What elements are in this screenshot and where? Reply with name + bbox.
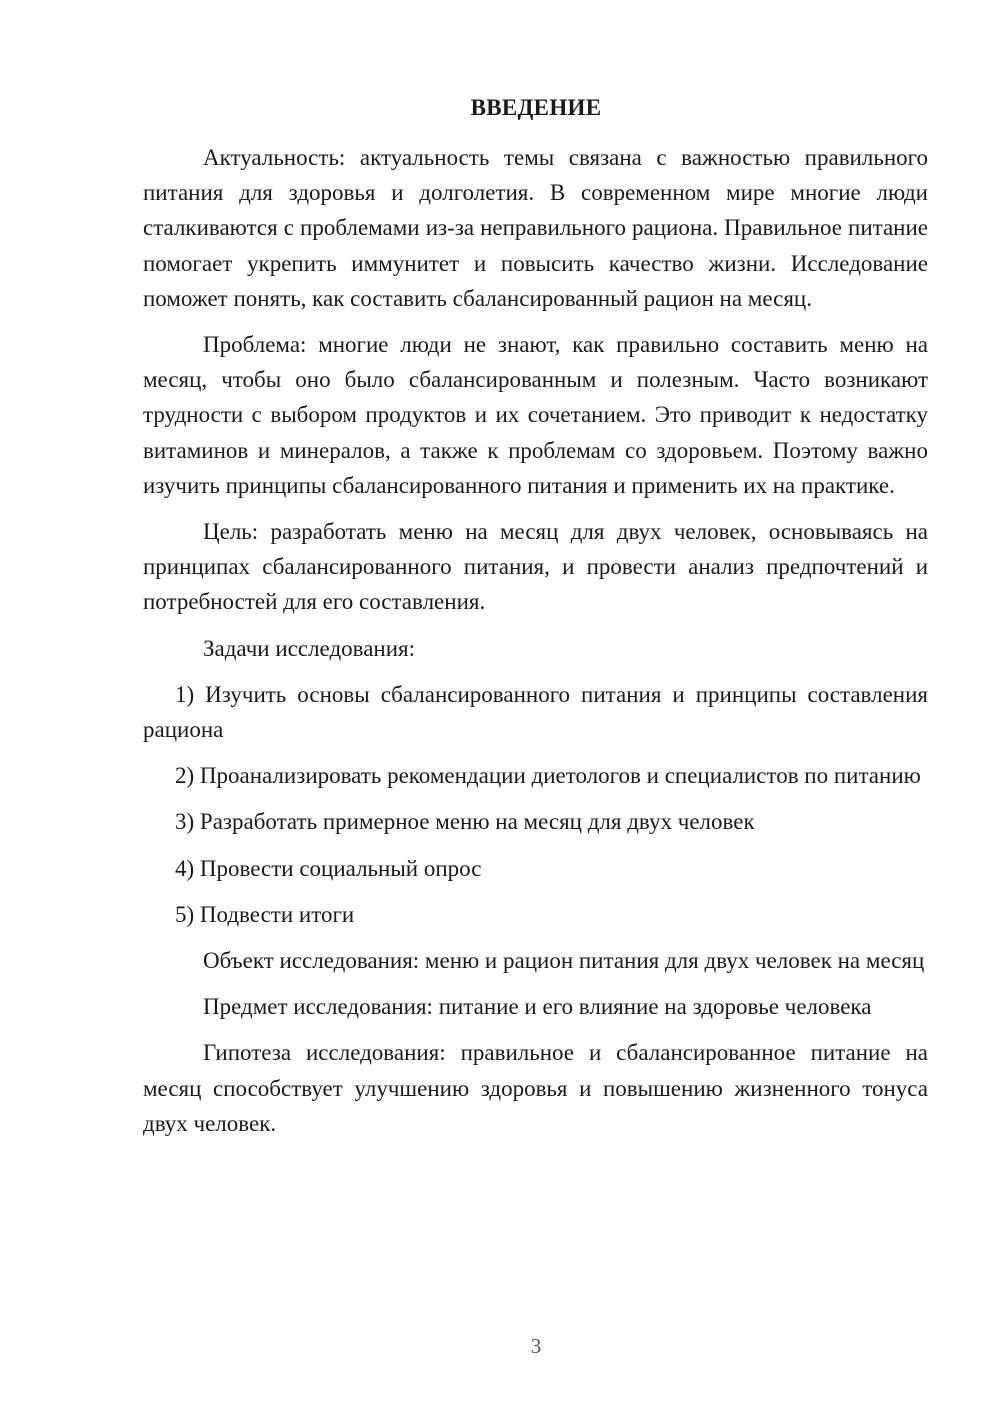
task-item: 5) Подвести итоги	[175, 901, 355, 927]
task-item: 1) Изучить основы сбалансированного питания и принципы составления рациона	[143, 681, 928, 743]
hypothesis-paragraph: Гипотеза исследования: правильное и сбалансированное питание на месяц способствует улучшению здоровья и повышению жизненного тонуса двух человек.	[143, 1040, 928, 1136]
task-item: 4) Провести социальный опрос	[175, 855, 482, 881]
tasks-heading: Задачи исследования:	[203, 635, 416, 661]
object-paragraph: Объект исследования: меню и рацион питания для двух человек на месяц	[203, 948, 925, 974]
document-body	[143, 140, 928, 1152]
problem-paragraph: Проблема: многие люди не знают, как правильно составить меню на месяц, чтобы оно было сбалансированным и полезным. Часто возникают трудности с выбором продуктов и их сочетанием. Это приводит к недостатку витаминов и минералов, а также к проблемам со здоровьем. Поэтому важно изучить принципы сбалансированного питания и применить их на практике.	[143, 332, 928, 498]
subject-paragraph: Предмет исследования: питание и его влияние на здоровье человека	[203, 994, 872, 1020]
page-number: 3	[530, 1334, 542, 1358]
task-item: 3) Разработать примерное меню на месяц для двух человек	[175, 809, 755, 835]
section-title: ВВЕДЕНИЕ	[470, 95, 602, 120]
goal-paragraph: Цель: разработать меню на месяц для двух человек, основываясь на принципах сбалансированного питания, и провести анализ предпочтений и потребностей для его составления.	[143, 519, 928, 615]
relevance-paragraph: Актуальность: актуальность темы связана с важностью правильного питания для здоровья и долголетия. В современном мире многие люди сталкиваются с проблемами из-за неправильного рациона. Правильное питание помогает укрепить иммунитет и повысить качество жизни. Исследование поможет понять, как составить сбалансированный рацион на месяц.	[143, 145, 928, 311]
task-item: 2) Проанализировать рекомендации диетологов и специалистов по питанию	[175, 763, 921, 789]
